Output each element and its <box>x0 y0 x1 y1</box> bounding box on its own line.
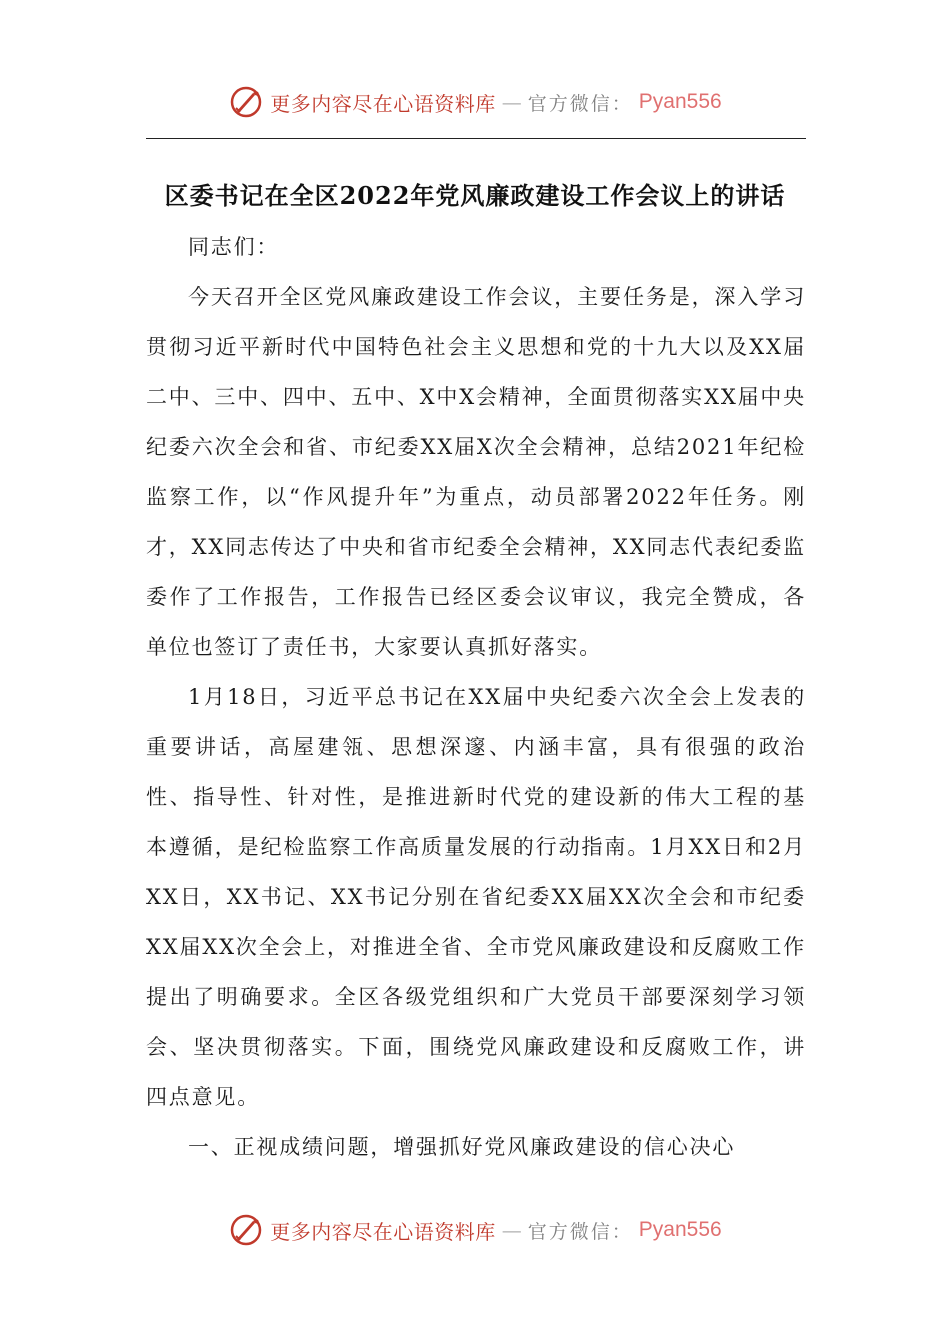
banner-label: 官方微信： <box>527 1220 633 1243</box>
document-title: 区委书记在全区2022年党风廉政建设工作会议上的讲话 <box>164 181 786 210</box>
banner-wechat-id: Pyan556 <box>638 90 722 113</box>
quill-logo-icon <box>228 84 264 120</box>
section-heading: 一、正视成绩问题，增强抓好党风廉政建设的信心决心 <box>188 1135 736 1159</box>
footer-banner <box>0 1208 950 1252</box>
paragraph: 1月18日，习近平总书记在XX届中央纪委六次全会上发表的重要讲话，高屋建瓴、思想深邃、内涵丰富，具有很强的政治性、指导性、针对性，是推进新时代党的建设新的伟大工程的基本遵循，是纪检监察工作高质量发展的行动指南。1月XX日和2月XX日，XX书记、XX书记分别在省纪委XX届XX次全会和市纪委XX届XX次全会上，对推进全省、全市党风廉政建设和反腐败工作提出了明确要求。全区各级党组织和广大党员干部要深刻学习领会、坚决贯彻落实。下面，围绕党风廉政建设和反腐败工作，讲四点意见。 <box>146 685 806 1109</box>
paragraph: 今天召开全区党风廉政建设工作会议，主要任务是，深入学习贯彻习近平新时代中国特色社会主义思想和党的十九大以及XX届二中、三中、四中、五中、X中X会精神，全面贯彻落实XX届中央纪委六次全会和省、市纪委XX届X次全会精神，总结2021年纪检监察工作，以“作风提升年”为重点，动员部署2022年任务。刚才，XX同志传达了中央和省市纪委全会精神，XX同志代表纪委监委作了工作报告，工作报告已经区委会议审议，我完全赞成，各单位也签订了责任书，大家要认真抓好落实。 <box>146 285 806 659</box>
banner-label: 官方微信： <box>527 92 633 115</box>
banner-main-text: 更多内容尽在心语资料库 <box>270 91 496 116</box>
banner-dash: — <box>501 90 522 114</box>
salutation: 同志们： <box>188 235 280 259</box>
banner-dash: — <box>501 1218 522 1242</box>
banner-main-text: 更多内容尽在心语资料库 <box>270 1219 496 1244</box>
header-divider <box>146 138 806 139</box>
banner-wechat-id: Pyan556 <box>638 1218 722 1241</box>
header-banner <box>0 80 950 124</box>
document-body <box>146 222 806 1172</box>
quill-logo-icon <box>228 1212 264 1248</box>
